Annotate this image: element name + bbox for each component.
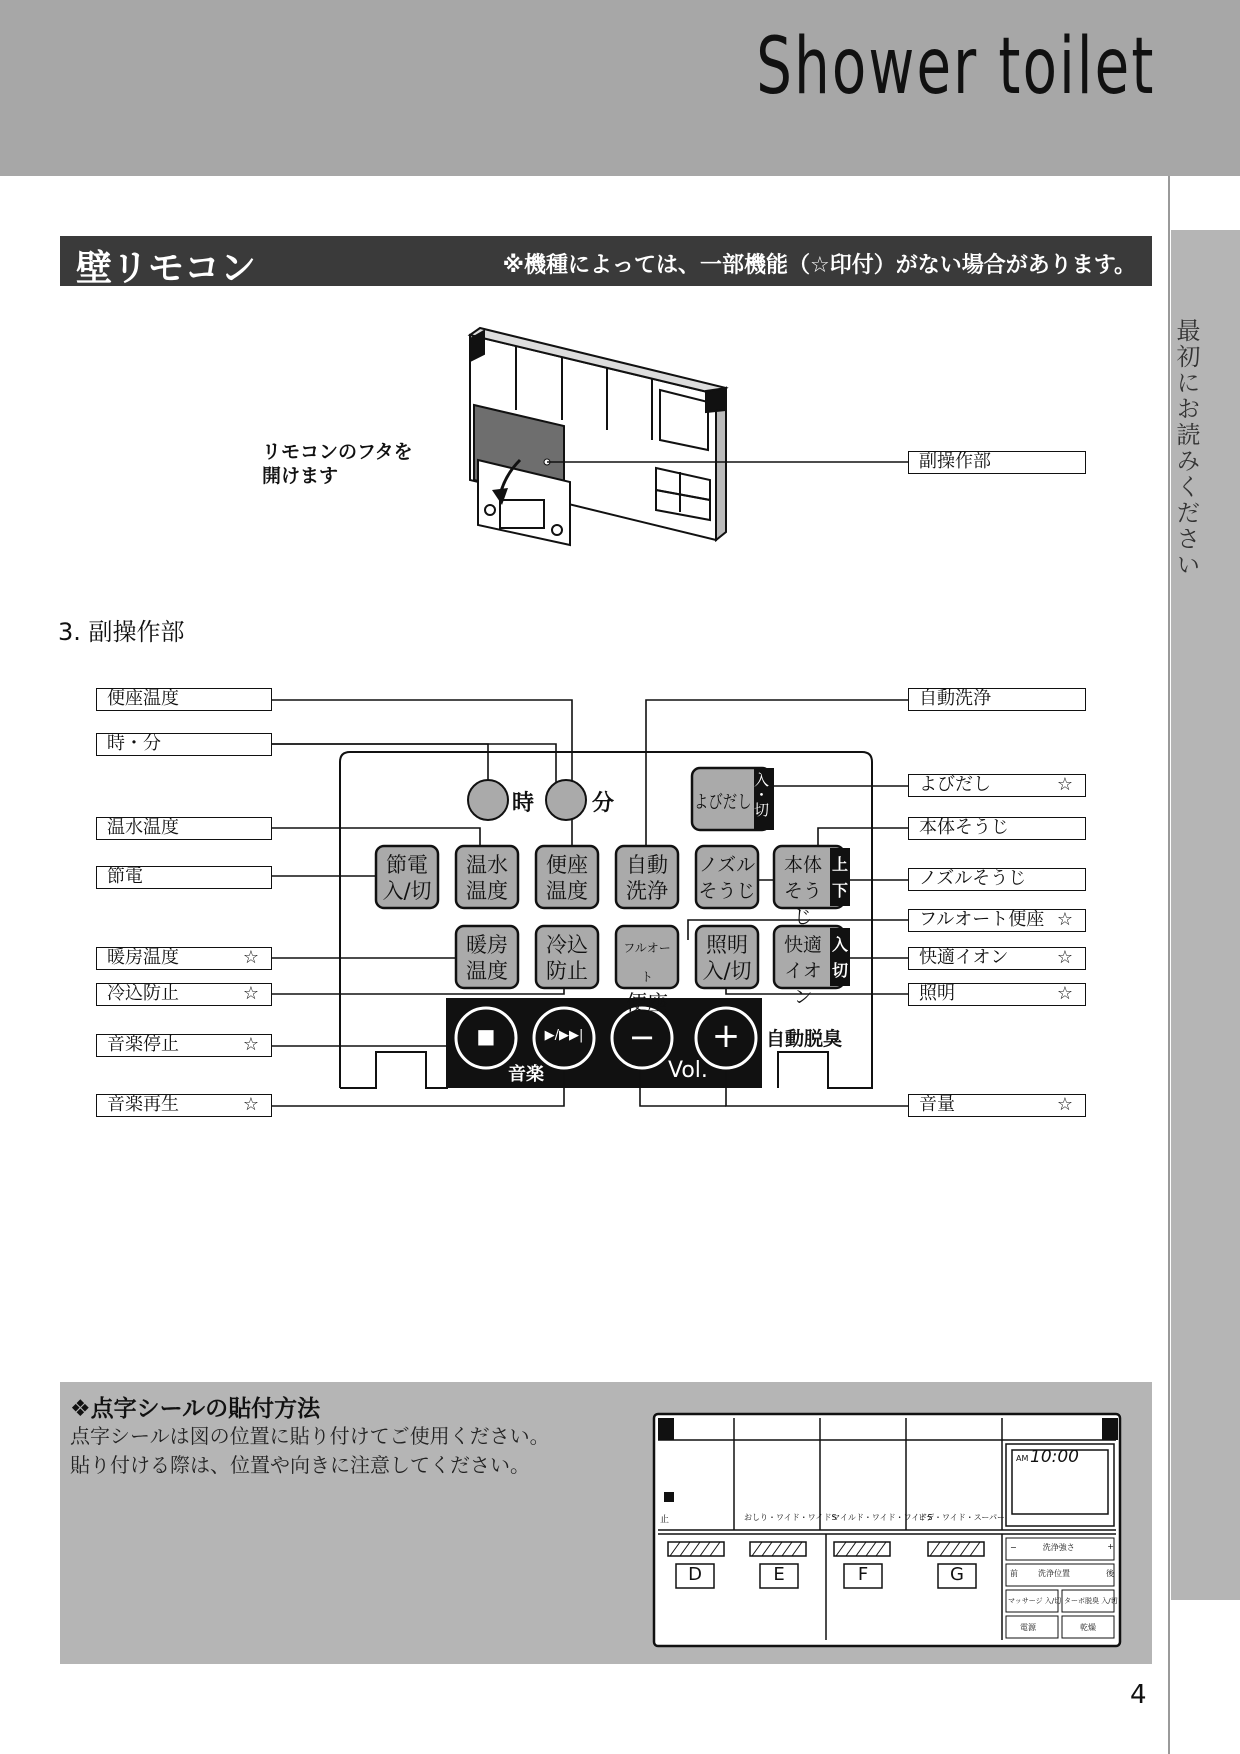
ion-l1: 快適 — [783, 934, 822, 956]
heater-temp-l1: 暖房 — [466, 933, 508, 957]
full-auto-l2: 便座 — [626, 991, 668, 1015]
mini-row-position — [1010, 1568, 1114, 1579]
mini-clock: 10:00 — [1030, 1447, 1079, 1467]
callout-body-clean — [908, 817, 1086, 840]
water-temp-l2: 温度 — [466, 879, 508, 903]
star-icon: ☆ — [1056, 1094, 1073, 1115]
callout-auto-wash-text: 自動洗浄 — [919, 688, 991, 709]
full-auto-l1: フルオート — [623, 941, 671, 984]
callout-water-temp — [96, 817, 272, 840]
hour-knob — [468, 780, 508, 820]
callout-music-play-text: 音楽再生 — [107, 1094, 179, 1115]
auto-wash-l2: 洗浄 — [626, 879, 668, 903]
callout-auto-wash — [908, 688, 1086, 711]
star-icon: ☆ — [242, 983, 259, 1004]
callout-call — [908, 774, 1086, 797]
ion-tab-off: 切 — [832, 961, 849, 980]
minute-label: 分 — [592, 791, 615, 816]
light-l2: 入/切 — [702, 959, 752, 983]
mini-label-mild: マイルド・ワイド・ワイドS — [832, 1513, 933, 1522]
body-tab-down: 下 — [832, 881, 849, 900]
callout-hour-minute-text: 時・分 — [107, 733, 161, 754]
cold-prevent-button[interactable] — [538, 932, 596, 984]
callout-nozzle-clean — [908, 868, 1086, 891]
light-button[interactable] — [698, 932, 756, 984]
mini-minus: − — [1010, 1543, 1017, 1552]
star-icon: ☆ — [242, 1094, 259, 1115]
callout-ion-text: 快適イオン — [919, 947, 1009, 968]
deodorize-label: 自動脱臭 — [766, 1028, 843, 1050]
minute-knob — [546, 780, 586, 820]
braille-line1: 点字シールは図の位置に貼り付けてご使用ください。 — [70, 1424, 550, 1448]
callout-music-stop — [96, 1034, 272, 1057]
brand-logo: Shower toilet — [756, 22, 1156, 112]
callout-volume — [908, 1094, 1086, 1117]
row1-buttons — [376, 846, 844, 908]
power-save-l2: 入/切 — [382, 879, 432, 903]
star-icon: ☆ — [1056, 909, 1073, 930]
ion-l2: イオン — [784, 960, 822, 1008]
volume-label: Vol. — [668, 1058, 708, 1083]
body-clean-l1: 本体 — [783, 854, 822, 876]
seat-temp-l2: 温度 — [546, 879, 588, 903]
callout-music-stop-text: 音楽停止 — [107, 1034, 179, 1055]
sticker-g: G — [950, 1564, 964, 1585]
mini-label-stop: 止 — [660, 1515, 670, 1525]
mini-turbo: ターボ脱臭 入/切 — [1064, 1597, 1118, 1605]
callout-ion — [908, 947, 1086, 970]
sticker-e: E — [773, 1564, 785, 1585]
mini-row-strength — [1010, 1542, 1114, 1553]
mini-clock-am: AM — [1016, 1454, 1029, 1463]
braille-heading: ❖点字シールの貼付方法 — [70, 1396, 321, 1422]
mini-label-bidet: ビデ・ワイド・スーパー — [918, 1513, 1005, 1522]
callout-heater-temp-text: 暖房温度 — [107, 947, 179, 968]
star-icon: ☆ — [1056, 947, 1073, 968]
seat-temp-l1: 便座 — [546, 853, 588, 877]
star-icon: ☆ — [242, 1034, 259, 1055]
music-stop-button[interactable]: ■ — [476, 1024, 496, 1048]
callout-light-text: 照明 — [919, 983, 955, 1004]
sticker-f: F — [857, 1564, 869, 1585]
body-clean-tab-labels — [832, 852, 848, 904]
mini-position-label: 洗浄位置 — [1038, 1569, 1070, 1578]
volume-down-button[interactable]: − — [628, 1018, 656, 1056]
cold-prevent-l1: 冷込 — [546, 933, 588, 957]
mini-plus: + — [1107, 1542, 1114, 1551]
star-icon: ☆ — [242, 947, 259, 968]
mini-label-oshiri: おしり・ワイド・ワイドS — [744, 1513, 837, 1522]
callout-power-save-text: 節電 — [107, 866, 143, 887]
nozzle-clean-button[interactable] — [698, 852, 756, 904]
callout-hour-minute — [96, 733, 272, 756]
star-icon: ☆ — [1056, 983, 1073, 1004]
water-temp-l1: 温水 — [466, 853, 508, 877]
braille-remote-diagram — [650, 1410, 1125, 1650]
cold-prevent-l2: 防止 — [546, 959, 588, 983]
side-tab-label: 最初にお読みください — [1172, 318, 1200, 578]
callout-cold-prevent-text: 冷込防止 — [107, 983, 179, 1004]
callout-heater-temp — [96, 947, 272, 970]
callout-volume-text: 音量 — [919, 1094, 955, 1115]
call-button-label[interactable]: よびだし — [694, 792, 752, 813]
callout-light — [908, 983, 1086, 1006]
power-save-l1: 節電 — [386, 853, 428, 877]
mini-dry: 乾燥 — [1080, 1623, 1096, 1632]
heater-temp-l2: 温度 — [466, 959, 508, 983]
body-clean-button[interactable] — [776, 852, 830, 930]
music-label: 音楽 — [508, 1064, 544, 1085]
nozzle-clean-l2: そうじ — [698, 880, 756, 902]
mini-massage: マッサージ 入/切 — [1008, 1597, 1062, 1605]
ion-tab-labels — [832, 932, 848, 984]
nozzle-clean-l1: ノズル — [698, 854, 756, 876]
section-heading: 3. 副操作部 — [58, 618, 185, 646]
music-play-button[interactable]: ▶/▶▶| — [544, 1028, 584, 1043]
seat-temp-button[interactable] — [538, 852, 596, 904]
light-l1: 照明 — [706, 933, 748, 957]
callout-call-text: よびだし — [919, 774, 991, 795]
full-auto-seat-button[interactable] — [618, 932, 676, 1016]
cover-instruction-line1: リモコンのフタを — [262, 441, 413, 463]
model-note: ※機種によっては、一部機能（☆印付）がない場合があります。 — [502, 253, 1136, 278]
braille-line2: 貼り付ける際は、位置や向きに注意してください。 — [70, 1453, 530, 1477]
heater-temp-button[interactable] — [458, 932, 516, 984]
cover-instruction-line2: 開けます — [262, 465, 339, 487]
callout-cold-prevent — [96, 983, 272, 1006]
mini-front: 前 — [1010, 1569, 1018, 1578]
auto-wash-l1: 自動 — [626, 853, 668, 877]
callout-music-play — [96, 1094, 272, 1117]
power-save-button[interactable] — [378, 852, 436, 904]
hour-label: 時 — [512, 791, 535, 816]
callout-seat-temp — [96, 688, 272, 711]
sticker-d: D — [688, 1564, 702, 1585]
callout-power-save — [96, 866, 272, 889]
water-temp-button[interactable] — [458, 852, 516, 904]
call-button-tab-label: 入・切 — [752, 772, 770, 817]
ion-tab-on: 入 — [832, 935, 849, 954]
volume-up-button[interactable]: + — [711, 1016, 741, 1056]
callout-full-auto-seat — [908, 909, 1086, 932]
callout-full-auto-seat-text: フルオート便座 — [919, 909, 1045, 930]
mini-power: 電源 — [1020, 1623, 1036, 1632]
mini-strength-label: 洗浄強さ — [1042, 1543, 1075, 1552]
callout-seat-temp-text: 便座温度 — [107, 688, 179, 709]
ion-button[interactable] — [776, 932, 830, 1010]
callout-nozzle-clean-text: ノズルそうじ — [919, 868, 1027, 889]
callout-water-temp-text: 温水温度 — [107, 817, 179, 838]
callout-sub-panel-text: 副操作部 — [919, 451, 991, 472]
page-number: 4 — [1130, 1680, 1147, 1710]
page-title: 壁リモコン — [76, 248, 257, 289]
mini-back: 後 — [1106, 1569, 1114, 1578]
callout-body-clean-text: 本体そうじ — [919, 817, 1009, 838]
body-tab-up: 上 — [832, 855, 849, 874]
body-clean-l2: そうじ — [783, 880, 822, 928]
star-icon: ☆ — [1056, 774, 1073, 795]
auto-wash-button[interactable] — [618, 852, 676, 904]
